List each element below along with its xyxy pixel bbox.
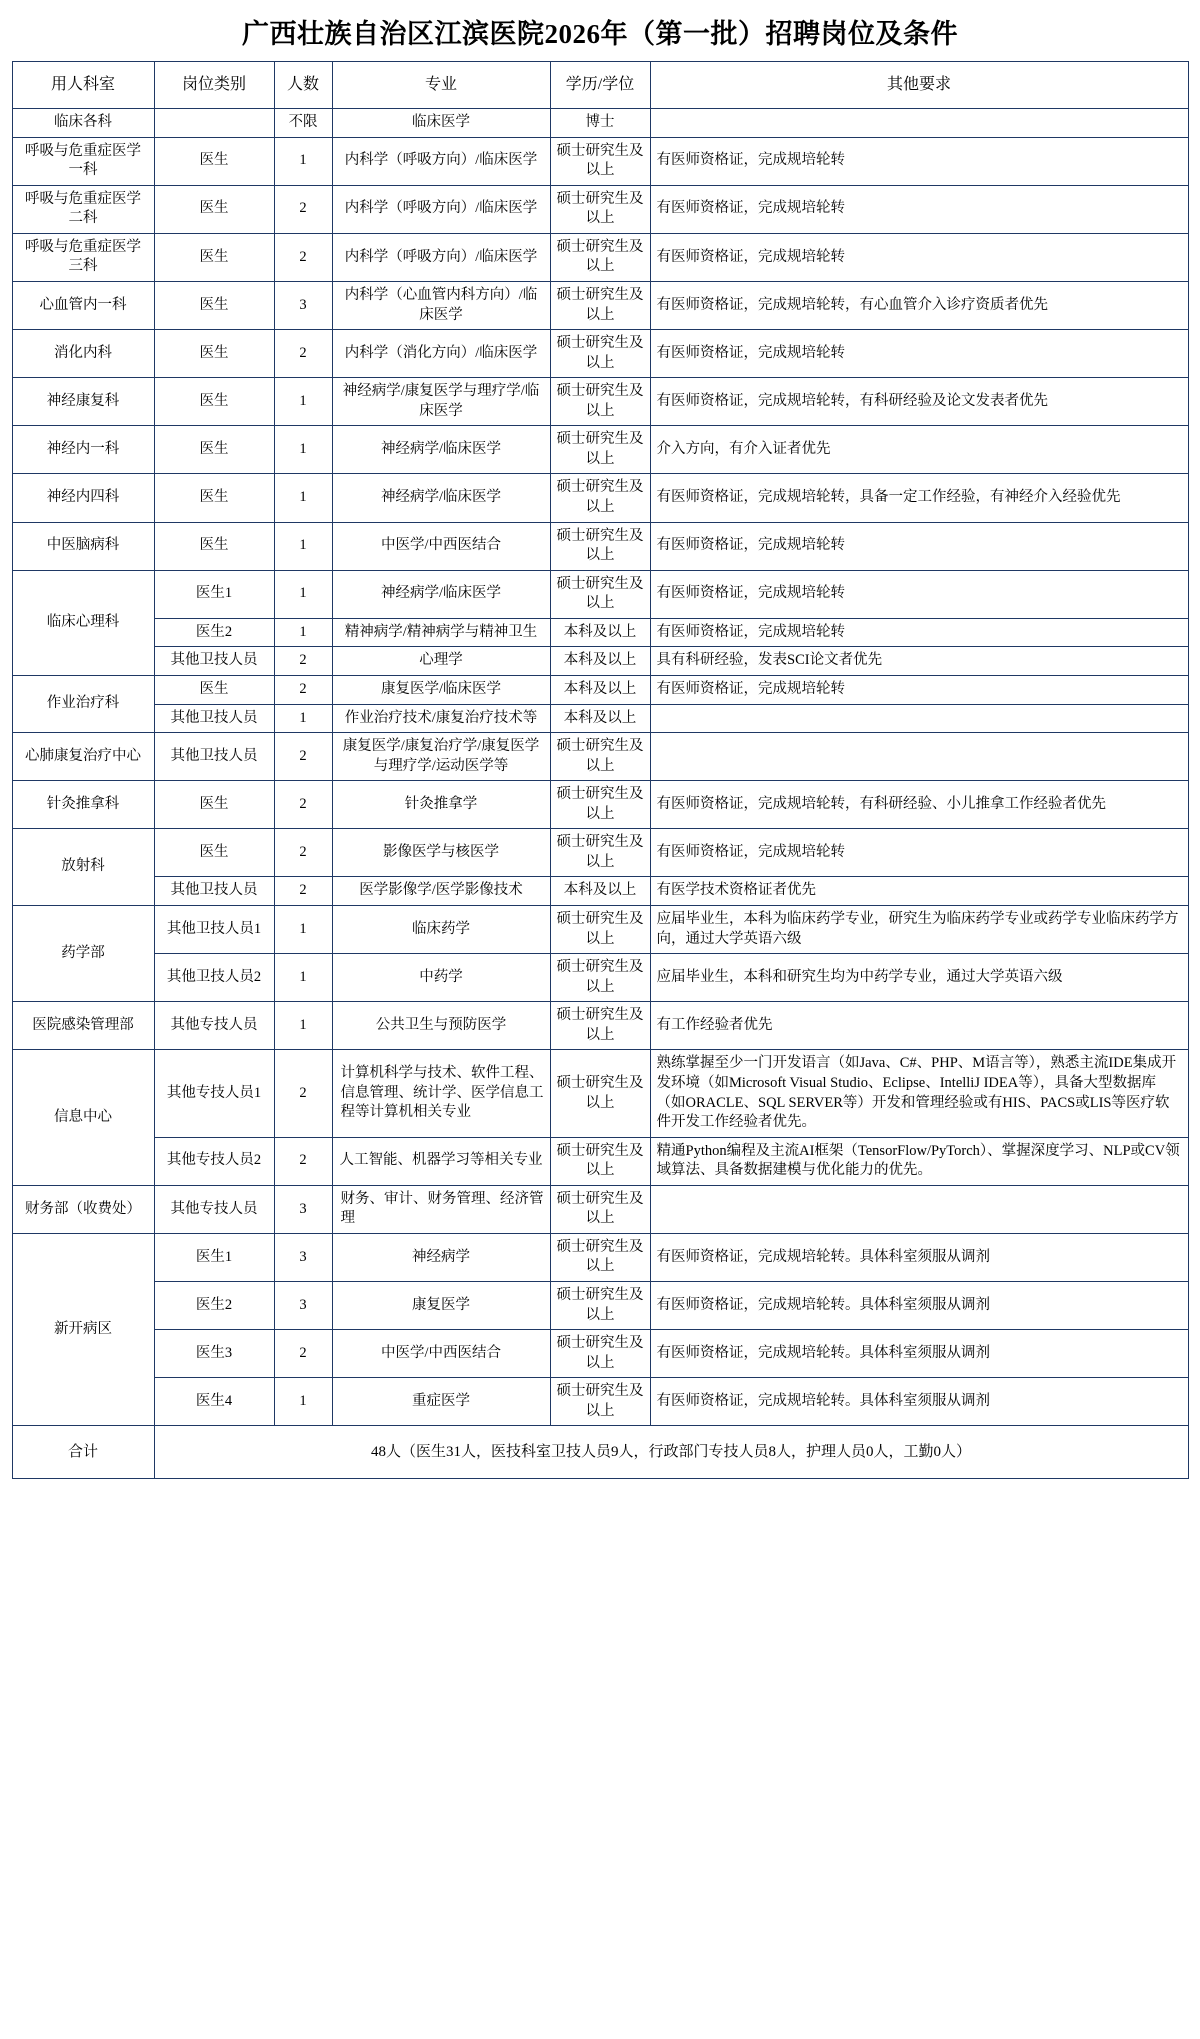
cell-department: 临床心理科 [12,570,154,675]
recruitment-table [12,61,1189,1479]
cell-other-requirements: 有医师资格证，完成规培轮转 [650,233,1188,281]
cell-count: 2 [274,1137,332,1185]
cell-major: 公共卫生与预防医学 [332,1002,550,1050]
column-header-position-type: 岗位类别 [154,62,274,109]
cell-count: 2 [274,829,332,877]
cell-degree: 硕士研究生及以上 [550,185,650,233]
cell-position-type: 其他卫技人员 [154,704,274,733]
cell-other-requirements: 有医师资格证，完成规培轮转。具体科室须服从调剂 [650,1233,1188,1281]
cell-major: 神经病学/临床医学 [332,426,550,474]
cell-degree: 硕士研究生及以上 [550,1282,650,1330]
cell-major: 精神病学/精神病学与精神卫生 [332,618,550,647]
cell-department: 神经康复科 [12,378,154,426]
cell-count: 2 [274,1050,332,1137]
table-row [12,781,1188,829]
cell-degree: 硕士研究生及以上 [550,1185,650,1233]
cell-major: 重症医学 [332,1378,550,1426]
cell-other-requirements: 有医师资格证，完成规培轮转 [650,185,1188,233]
cell-major: 人工智能、机器学习等相关专业 [332,1137,550,1185]
cell-major: 神经病学/临床医学 [332,570,550,618]
table-header [12,62,1188,109]
cell-count: 2 [274,675,332,704]
cell-position-type: 其他卫技人员 [154,733,274,781]
table-row [12,522,1188,570]
cell-major: 针灸推拿学 [332,781,550,829]
table-row [12,426,1188,474]
column-header-degree: 学历/学位 [550,62,650,109]
cell-degree: 硕士研究生及以上 [550,570,650,618]
cell-department: 呼吸与危重症医学二科 [12,185,154,233]
cell-major: 内科学（呼吸方向）/临床医学 [332,233,550,281]
cell-degree: 硕士研究生及以上 [550,233,650,281]
cell-department: 呼吸与危重症医学一科 [12,137,154,185]
cell-department: 财务部（收费处） [12,1185,154,1233]
cell-degree: 本科及以上 [550,647,650,676]
cell-other-requirements: 有医师资格证，完成规培轮转 [650,829,1188,877]
cell-position-type: 医生 [154,378,274,426]
cell-position-type: 医生 [154,330,274,378]
cell-position-type: 医生 [154,675,274,704]
cell-count: 1 [274,137,332,185]
cell-other-requirements: 具有科研经验，发表SCI论文者优先 [650,647,1188,676]
column-header-count: 人数 [274,62,332,109]
cell-degree: 硕士研究生及以上 [550,1002,650,1050]
table-row [12,474,1188,522]
cell-count: 1 [274,474,332,522]
table-row [12,281,1188,329]
table-body [12,109,1188,1426]
table-row [12,877,1188,906]
cell-major: 康复医学/临床医学 [332,675,550,704]
cell-major: 中医学/中西医结合 [332,1330,550,1378]
cell-other-requirements: 有医师资格证，完成规培轮转 [650,137,1188,185]
cell-department: 消化内科 [12,330,154,378]
cell-department: 医院感染管理部 [12,1002,154,1050]
cell-count: 2 [274,877,332,906]
cell-position-type: 其他卫技人员2 [154,954,274,1002]
table-row [12,675,1188,704]
cell-other-requirements: 有医师资格证，完成规培轮转。具体科室须服从调剂 [650,1378,1188,1426]
cell-degree: 本科及以上 [550,877,650,906]
cell-department: 临床各科 [12,109,154,138]
cell-count: 1 [274,906,332,954]
cell-count: 3 [274,1185,332,1233]
cell-other-requirements: 介入方向，有介入证者优先 [650,426,1188,474]
cell-count: 3 [274,1282,332,1330]
table-row [12,1050,1188,1137]
cell-degree: 博士 [550,109,650,138]
cell-other-requirements: 应届毕业生，本科和研究生均为中药学专业，通过大学英语六级 [650,954,1188,1002]
column-header-major: 专业 [332,62,550,109]
cell-degree: 硕士研究生及以上 [550,474,650,522]
table-row [12,733,1188,781]
cell-count: 1 [274,426,332,474]
cell-major: 中医学/中西医结合 [332,522,550,570]
cell-count: 1 [274,618,332,647]
cell-major: 康复医学 [332,1282,550,1330]
cell-major: 心理学 [332,647,550,676]
cell-count: 2 [274,733,332,781]
cell-major: 内科学（呼吸方向）/临床医学 [332,137,550,185]
cell-other-requirements: 有医师资格证，完成规培轮转，具备一定工作经验，有神经介入经验优先 [650,474,1188,522]
cell-degree: 硕士研究生及以上 [550,281,650,329]
cell-degree: 硕士研究生及以上 [550,1378,650,1426]
total-value: 48人（医生31人，医技科室卫技人员9人，行政部门专技人员8人，护理人员0人，工勤0人） [154,1426,1188,1479]
cell-count: 1 [274,1002,332,1050]
cell-department: 心血管内一科 [12,281,154,329]
cell-major: 临床药学 [332,906,550,954]
table-row [12,1233,1188,1281]
table-header-row [12,62,1188,109]
cell-department: 作业治疗科 [12,675,154,732]
table-row [12,233,1188,281]
cell-other-requirements: 有医师资格证，完成规培轮转，有科研经验、小儿推拿工作经验者优先 [650,781,1188,829]
table-row [12,704,1188,733]
cell-position-type: 医生2 [154,1282,274,1330]
cell-count: 2 [274,781,332,829]
cell-position-type: 其他专技人员 [154,1002,274,1050]
cell-degree: 硕士研究生及以上 [550,954,650,1002]
column-header-department: 用人科室 [12,62,154,109]
cell-count: 1 [274,570,332,618]
cell-other-requirements: 有医学技术资格证者优先 [650,877,1188,906]
cell-position-type: 医生 [154,781,274,829]
cell-degree: 硕士研究生及以上 [550,1233,650,1281]
cell-position-type: 其他卫技人员 [154,877,274,906]
table-row [12,618,1188,647]
page-title: 广西壮族自治区江滨医院2026年（第一批）招聘岗位及条件 [242,19,958,49]
cell-other-requirements: 有医师资格证，完成规培轮转 [650,570,1188,618]
cell-count: 1 [274,954,332,1002]
cell-department: 神经内四科 [12,474,154,522]
cell-major: 影像医学与核医学 [332,829,550,877]
table-row [12,1330,1188,1378]
cell-count: 1 [274,704,332,733]
cell-major: 临床医学 [332,109,550,138]
cell-position-type: 其他卫技人员 [154,647,274,676]
cell-department: 神经内一科 [12,426,154,474]
cell-major: 神经病学 [332,1233,550,1281]
cell-position-type: 医生 [154,233,274,281]
cell-major: 内科学（消化方向）/临床医学 [332,330,550,378]
column-header-other-requirements: 其他要求 [650,62,1188,109]
table-row [12,829,1188,877]
cell-position-type: 医生 [154,522,274,570]
cell-department: 中医脑病科 [12,522,154,570]
cell-major: 中药学 [332,954,550,1002]
cell-department: 呼吸与危重症医学三科 [12,233,154,281]
cell-degree: 硕士研究生及以上 [550,906,650,954]
cell-count: 2 [274,647,332,676]
cell-position-type: 其他专技人员 [154,1185,274,1233]
cell-count: 1 [274,1378,332,1426]
cell-other-requirements: 有医师资格证，完成规培轮转。具体科室须服从调剂 [650,1282,1188,1330]
cell-position-type: 医生 [154,185,274,233]
cell-degree: 硕士研究生及以上 [550,137,650,185]
cell-other-requirements [650,1185,1188,1233]
table-row [12,109,1188,138]
cell-other-requirements: 有医师资格证，完成规培轮转 [650,675,1188,704]
cell-major: 内科学（心血管内科方向）/临床医学 [332,281,550,329]
total-row [12,1426,1188,1479]
cell-position-type: 医生 [154,474,274,522]
table-row [12,1378,1188,1426]
cell-major: 内科学（呼吸方向）/临床医学 [332,185,550,233]
cell-other-requirements: 有工作经验者优先 [650,1002,1188,1050]
cell-count: 3 [274,1233,332,1281]
cell-count: 3 [274,281,332,329]
cell-count: 2 [274,233,332,281]
cell-position-type: 医生 [154,281,274,329]
cell-position-type: 医生3 [154,1330,274,1378]
cell-other-requirements: 熟练掌握至少一门开发语言（如Java、C#、PHP、M语言等），熟悉主流IDE集成开发环境（如Microsoft Visual Studio、Eclipse、IntelliJ IDEA等），具备大型数据库（如ORACLE、SQL SERVER等）开发和管理经验或有HIS、PACS或LIS等医疗软件开发工作经验者优先。 [650,1050,1188,1137]
cell-other-requirements: 有医师资格证，完成规培轮转，有科研经验及论文发表者优先 [650,378,1188,426]
cell-other-requirements [650,109,1188,138]
cell-department: 信息中心 [12,1050,154,1185]
cell-other-requirements [650,704,1188,733]
cell-other-requirements: 有医师资格证，完成规培轮转。具体科室须服从调剂 [650,1330,1188,1378]
cell-count: 1 [274,378,332,426]
cell-other-requirements [650,733,1188,781]
total-label: 合计 [12,1426,154,1479]
cell-count: 2 [274,185,332,233]
cell-other-requirements: 精通Python编程及主流AI框架（TensorFlow/PyTorch）、掌握深度学习、NLP或CV领域算法、具备数据建模与优化能力的优先。 [650,1137,1188,1185]
table-footer [12,1426,1188,1479]
cell-position-type: 医生1 [154,570,274,618]
cell-degree: 硕士研究生及以上 [550,330,650,378]
table-row [12,185,1188,233]
cell-major: 计算机科学与技术、软件工程、信息管理、统计学、医学信息工程等计算机相关专业 [332,1050,550,1137]
table-row [12,647,1188,676]
cell-other-requirements: 有医师资格证，完成规培轮转 [650,330,1188,378]
cell-degree: 硕士研究生及以上 [550,1050,650,1137]
cell-other-requirements: 有医师资格证，完成规培轮转 [650,618,1188,647]
cell-degree: 硕士研究生及以上 [550,733,650,781]
cell-degree: 硕士研究生及以上 [550,378,650,426]
cell-position-type: 其他专技人员1 [154,1050,274,1137]
table-row [12,906,1188,954]
table-row [12,330,1188,378]
cell-major: 医学影像学/医学影像技术 [332,877,550,906]
table-row [12,1002,1188,1050]
table-row [12,954,1188,1002]
cell-degree: 硕士研究生及以上 [550,781,650,829]
cell-major: 神经病学/康复医学与理疗学/临床医学 [332,378,550,426]
cell-degree: 硕士研究生及以上 [550,1330,650,1378]
cell-position-type: 医生 [154,426,274,474]
table-row [12,137,1188,185]
table-row [12,378,1188,426]
table-row [12,1282,1188,1330]
cell-position-type: 其他专技人员2 [154,1137,274,1185]
cell-other-requirements: 应届毕业生，本科为临床药学专业，研究生为临床药学专业或药学专业临床药学方向，通过大学英语六级 [650,906,1188,954]
cell-position-type: 其他卫技人员1 [154,906,274,954]
table-row [12,1137,1188,1185]
cell-position-type: 医生1 [154,1233,274,1281]
cell-position-type: 医生4 [154,1378,274,1426]
cell-count: 2 [274,330,332,378]
cell-major: 财务、审计、财务管理、经济管理 [332,1185,550,1233]
table-row [12,1185,1188,1233]
cell-major: 神经病学/临床医学 [332,474,550,522]
cell-degree: 硕士研究生及以上 [550,1137,650,1185]
cell-degree: 硕士研究生及以上 [550,426,650,474]
cell-degree: 本科及以上 [550,704,650,733]
cell-position-type: 医生2 [154,618,274,647]
cell-other-requirements: 有医师资格证，完成规培轮转 [650,522,1188,570]
cell-degree: 本科及以上 [550,675,650,704]
cell-position-type: 医生 [154,137,274,185]
cell-degree: 本科及以上 [550,618,650,647]
cell-position-type: 医生 [154,829,274,877]
cell-count: 不限 [274,109,332,138]
cell-position-type [154,109,274,138]
cell-count: 2 [274,1330,332,1378]
cell-department: 心肺康复治疗中心 [12,733,154,781]
cell-department: 新开病区 [12,1233,154,1426]
cell-degree: 硕士研究生及以上 [550,829,650,877]
cell-department: 针灸推拿科 [12,781,154,829]
cell-other-requirements: 有医师资格证，完成规培轮转，有心血管介入诊疗资质者优先 [650,281,1188,329]
cell-major: 作业治疗技术/康复治疗技术等 [332,704,550,733]
cell-department: 药学部 [12,906,154,1002]
cell-degree: 硕士研究生及以上 [550,522,650,570]
cell-count: 1 [274,522,332,570]
cell-major: 康复医学/康复治疗学/康复医学与理疗学/运动医学等 [332,733,550,781]
table-row [12,570,1188,618]
cell-department: 放射科 [12,829,154,906]
